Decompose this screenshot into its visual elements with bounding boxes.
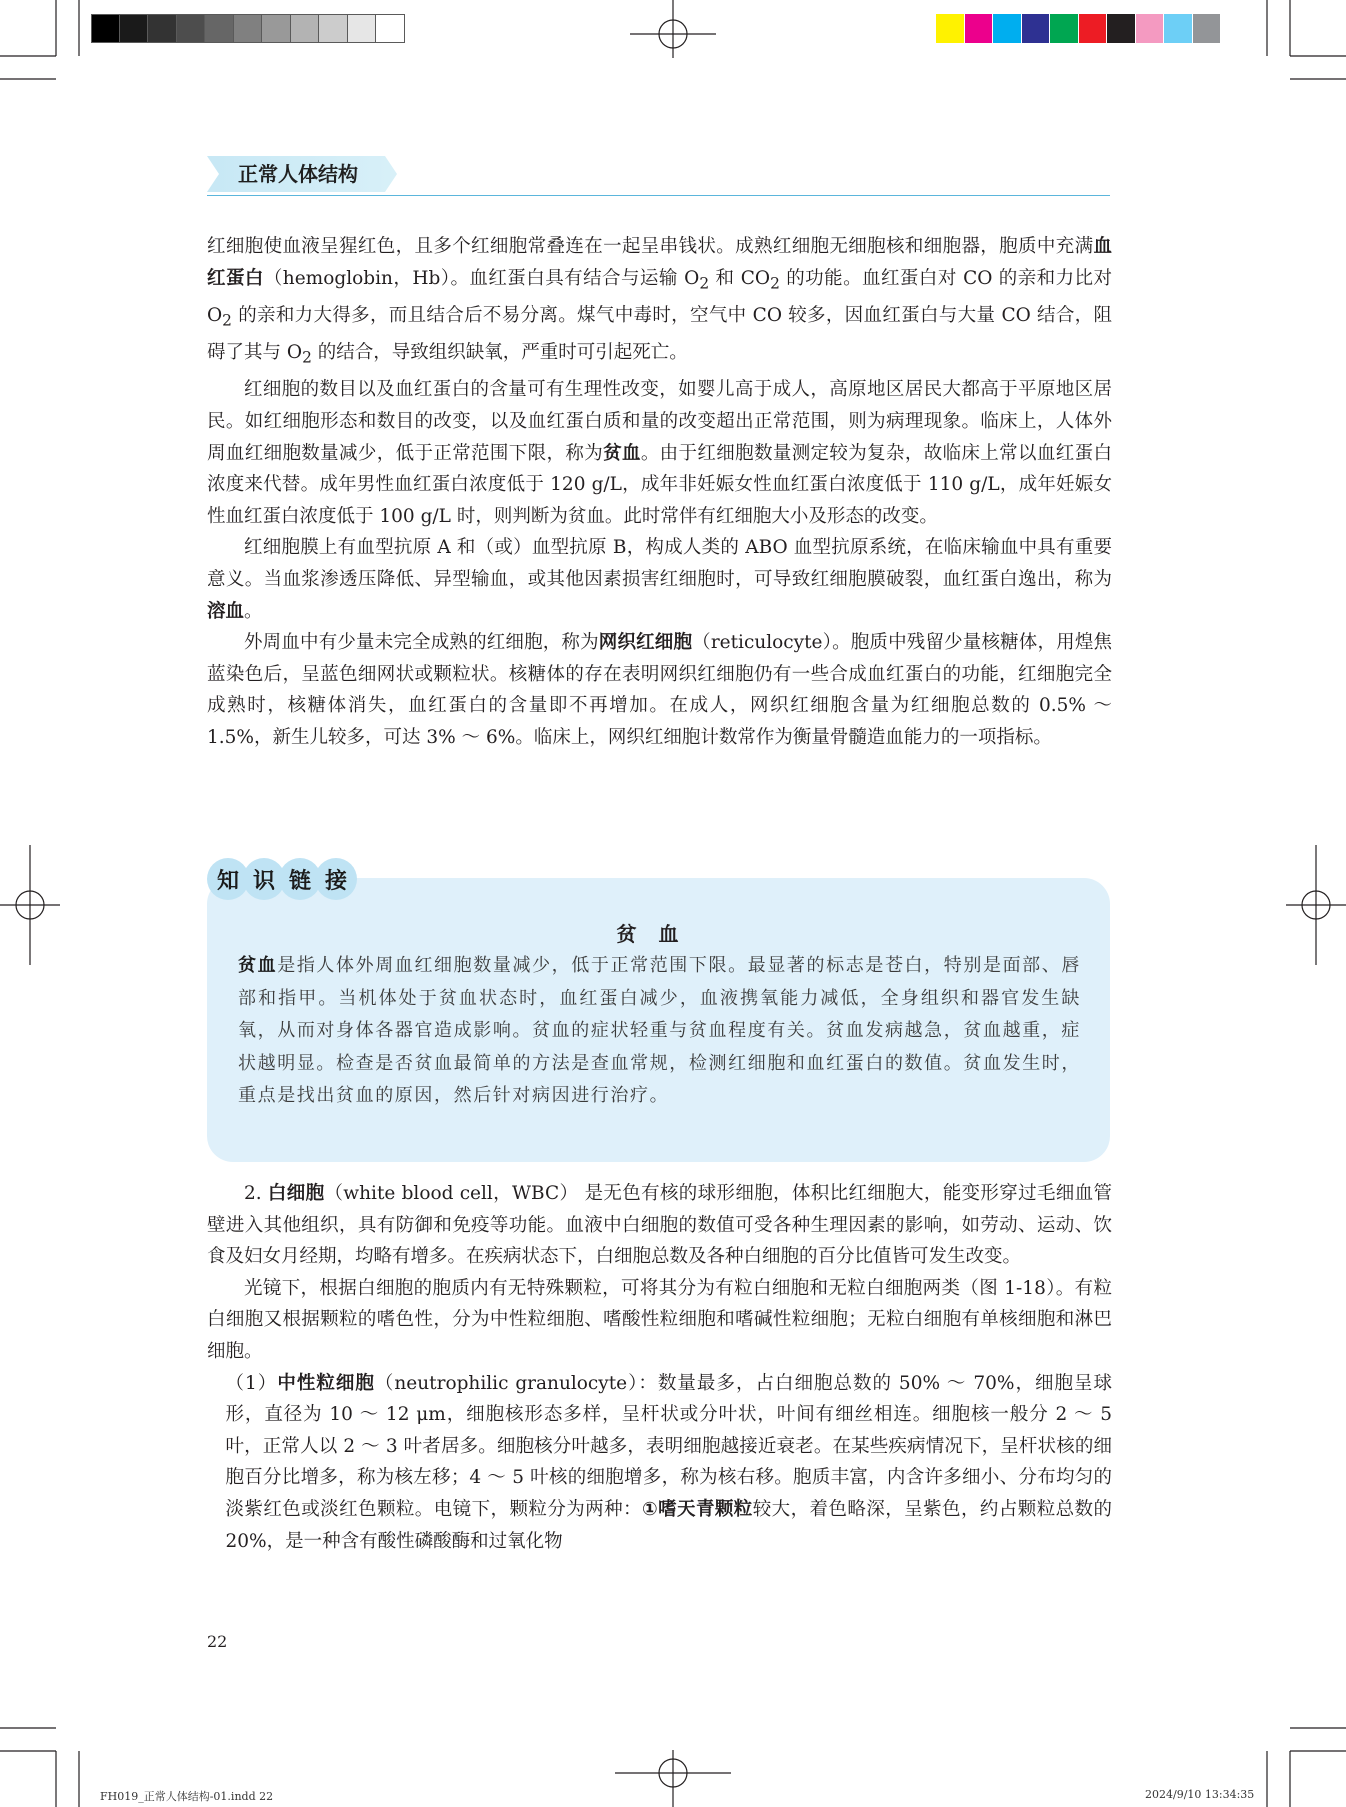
color-swatch <box>120 14 149 43</box>
color-swatch <box>993 14 1022 43</box>
page-number: 22 <box>207 1632 228 1651</box>
paragraph-6: 光镜下，根据白细胞的胞质内有无特殊颗粒，可将其分为有粒白细胞和无粒白细胞两类（图 1-18）。有粒白细胞又根据颗粒的嗜色性，分为中性粒细胞、嗜酸性粒细胞和嗜碱性粒细胞；无粒白细胞有单核细胞和淋巴细胞。 <box>207 1277 1112 1362</box>
paragraph-1: 红细胞使血液呈猩红色，且多个红细胞常叠连在一起呈串钱状。成熟红细胞无细胞核和细胞器，胞质中充满血红蛋白（hemoglobin，Hb）。血红蛋白具有结合与运输 $O_2$ 和 $CO_2$ 的功能。血红蛋白对 CO 的亲和力比对 $O_2$ 的亲和力大得多，而且结合后不易分离。煤气中毒时，空气中 CO 较多，因血红蛋白与大量 CO 结合，阻碍了其与 $O_2$ 的结合，导致组织缺氧，严重时可引起死亡。 <box>207 236 1113 367</box>
color-swatch <box>376 14 405 43</box>
slug-timestamp: 2024/9/10 13:34:35 <box>1145 1788 1255 1801</box>
color-swatch <box>234 14 263 43</box>
color-swatch <box>1050 14 1079 43</box>
paragraph-4: 外周血中有少量未完全成熟的红细胞，称为网织红细胞（reticulocyte）。胞质中残留少量核糖体，用煌焦蓝染色后，呈蓝色细网状或颗粒状。核糖体的存在表明网织红细胞仍有一些合成血红蛋白的功能，红细胞完全成熟时，核糖体消失，血红蛋白的含量即不再增加。在成人，网织红细胞含量为红细胞总数的 0.5% ～ 1.5%，新生儿较多，可达 3% ～ 6%。临床上，网织红细胞计数常作为衡量骨髓造血能力的一项指标。 <box>207 632 1112 748</box>
header-rule <box>207 195 1110 196</box>
color-swatch <box>1164 14 1193 43</box>
paragraph-7: （1）中性粒细胞（neutrophilic granulocyte）：数量最多，占白细胞总数的 50% ～ 70%，细胞呈球形，直径为 10 ～ 12 μm，细胞核形态多样，呈杆状或分叶状，叶间有细丝相连。细胞核一般分 2 ～ 5 叶，正常人以 2 ～ 3 叶者居多。细胞核分叶越多，表明细胞越接近衰老。在某些疾病情况下，呈杆状核的细胞百分比增多，称为核左移；4 ～ 5 叶核的细胞增多，称为核右移。胞质丰富，内含许多细小、分布均匀的淡紫红色或淡红色颗粒。电镜下，颗粒分为两种：①嗜天青颗粒较大，着色略深，呈紫色，约占颗粒总数的 20%，是一种含有酸性磷酸酶和过氧化物 <box>225 1372 1112 1552</box>
color-swatch <box>1193 14 1222 43</box>
chapter-title: 正常人体结构 <box>238 162 358 186</box>
grayscale-control-strip <box>91 14 405 43</box>
color-swatch <box>319 14 348 43</box>
badge-char: 接 <box>315 858 357 900</box>
color-swatch <box>348 14 377 43</box>
color-swatch <box>1079 14 1108 43</box>
knowledge-link-text: 贫血是指人体外周血红细胞数量减少，低于正常范围下限。最显著的标志是苍白，特别是面部、唇部和指甲。当机体处于贫血状态时，血红蛋白减少，血液携氧能力减低，全身组织和器官发生缺氧，从而对身体各器官造成影响。贫血的症状轻重与贫血程度有关。贫血发病越急，贫血越重，症状越明显。检查是否贫血最简单的方法是查血常规，检测红细胞和血红蛋白的数值。贫血发生时，重点是找出贫血的原因，然后针对病因进行治疗。 <box>238 955 1081 1106</box>
knowledge-link-heading: 贫血 <box>616 922 701 946</box>
body-text-lower <box>207 1178 1112 1557</box>
paragraph-5: 2. 白细胞（white blood cell，WBC） 是无色有核的球形细胞，体积比红细胞大，能变形穿过毛细血管壁进入其他组织，具有防御和免疫等功能。血液中白细胞的数值可受各种生理因素的影响，如劳动、运动、饮食及妇女月经期，均略有增多。在疾病状态下，白细胞总数及各种白细胞的百分比值皆可发生改变。 <box>207 1183 1112 1268</box>
color-swatch <box>177 14 206 43</box>
color-swatch <box>1136 14 1165 43</box>
color-swatch <box>965 14 994 43</box>
badge-char: 知 <box>207 858 249 900</box>
color-control-strip <box>936 14 1221 43</box>
paragraph-3: 红细胞膜上有血型抗原 A 和（或）血型抗原 B，构成人类的 ABO 血型抗原系统，在临床输血中具有重要意义。当血浆渗透压降低、异型输血，或其他因素损害红细胞时，可导致红细胞膜破裂，血红蛋白逸出，称为溶血。 <box>207 537 1112 622</box>
color-swatch <box>936 14 965 43</box>
color-swatch <box>1107 14 1136 43</box>
slug-file-name: FH019_正常人体结构-01.indd 22 <box>100 1790 274 1803</box>
color-swatch <box>148 14 177 43</box>
knowledge-link-badge <box>207 858 351 904</box>
color-swatch <box>291 14 320 43</box>
color-swatch <box>91 14 120 43</box>
badge-char: 识 <box>243 858 285 900</box>
color-swatch <box>1022 14 1051 43</box>
badge-char: 链 <box>279 858 321 900</box>
color-swatch <box>205 14 234 43</box>
paragraph-2: 红细胞的数目以及血红蛋白的含量可有生理性改变，如婴儿高于成人，高原地区居民大都高于平原地区居民。如红细胞形态和数目的改变，以及血红蛋白质和量的改变超出正常范围，则为病理现象。临床上，人体外周血红细胞数量减少，低于正常范围下限，称为贫血。由于红细胞数量测定较为复杂，故临床上常以血红蛋白浓度来代替。成年男性血红蛋白浓度低于 120 g/L，成年非妊娠女性血红蛋白浓度低于 110 g/L，成年妊娠女性血红蛋白浓度低于 100 g/L 时，则判断为贫血。此时常伴有红细胞大小及形态的改变。 <box>207 379 1112 527</box>
color-swatch <box>262 14 291 43</box>
body-text-upper <box>207 231 1112 754</box>
